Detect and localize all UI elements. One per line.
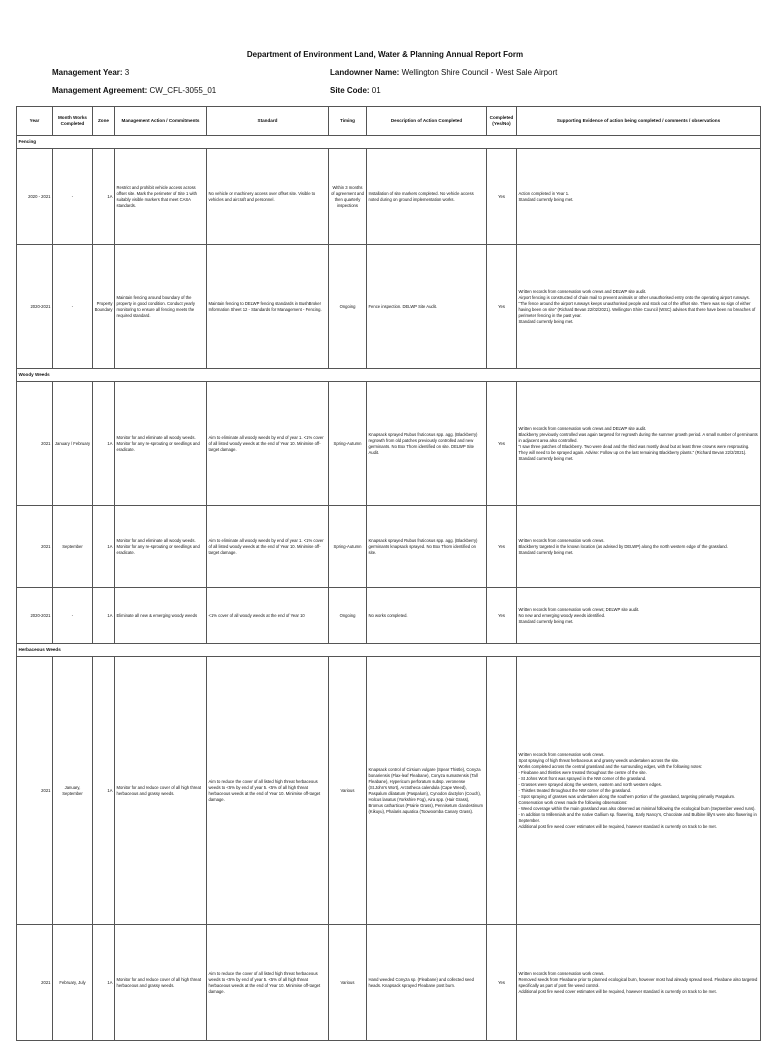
cell-zone: 1A: [93, 657, 115, 925]
table-row: [17, 245, 761, 369]
section-row: [17, 369, 761, 382]
col-evidence: Supporting Evidence of action being completed / comments / observations: [517, 107, 761, 136]
table-row: [17, 925, 761, 1041]
evidence-line: Written records from conservation work crews.: [518, 970, 605, 976]
evidence-line: - In addition to Millennials and the native Gallium sp. flowering, Early Nancy's, Chocolate and Bulbine lilly's were also flowering in September.: [518, 811, 757, 823]
cell-completed: Yes: [487, 506, 517, 588]
cell-evidence: [517, 657, 761, 925]
evidence-line: Removed seeds from Fleabane prior to planned ecological burn, however most had already spread seed. Fleabane also targeted specifically as part of post fire weed control.: [518, 976, 758, 988]
cell-completed: Yes: [487, 382, 517, 506]
cell-year: 2020-2021: [17, 588, 53, 644]
cell-completed: [487, 657, 517, 925]
cell-zone: 1A: [93, 588, 115, 644]
cell-standard: Maintain fencing to DELWP fencing standards in BushBroker Information Sheet 12 - Standards for Management - Fencing.: [207, 245, 329, 369]
cell-month: -: [53, 245, 93, 369]
cell-completed: Yes: [487, 149, 517, 245]
evidence-line: Works completed across the central grassland and the surrounding edges, with the following notes:: [518, 763, 703, 769]
table-header: [17, 107, 761, 136]
evidence-line: Standard currently being met.: [518, 455, 574, 461]
cell-action: Eliminate all new & emerging woody weeds: [115, 588, 207, 644]
evidence-line: "I saw three patches of Blackberry. Two were dead and the third was mostly dead but at least three crowns were resprouting. They will need to be sprayed again. Advise: Follow up on the last remaining Blackberry plants." (Richard Bevan 22/2/2021).: [518, 443, 750, 455]
cell-evidence: [517, 245, 761, 369]
cell-zone: 1A: [93, 506, 115, 588]
evidence-line: Written records from conservation work crews and DELWP site audit.: [518, 425, 647, 431]
cell-description: No works completed.: [367, 588, 487, 644]
cell-year: 2020-2021: [17, 245, 53, 369]
management-year: Management Year: 3: [52, 68, 130, 77]
table-row: [17, 149, 761, 245]
cell-evidence: [517, 588, 761, 644]
evidence-line: - Fleabane and thistles were treated throughout the centre of the site.: [518, 769, 647, 775]
section-row: [17, 136, 761, 149]
table-row: [17, 588, 761, 644]
cell-standard: Aim to reduce the cover of all listed high threat herbaceous weeds to <5% by end of year 5. <5% of all high threat herbaceous weeds at the end of Year 10. Minimise off-target damage.: [207, 657, 329, 925]
evidence-line: Additional post fire weed cover estimates will be required, however standard is currently on track to be met.: [518, 988, 717, 994]
evidence-line: Additional post fire weed cover estimates will be required, however standard is currently on track to be met.: [518, 823, 717, 829]
cell-month: -: [53, 149, 93, 245]
cell-action: Restrict and prohibit vehicle access across offset site. Mark the perimeter of Site 1 with suitably visible markers that meet CASA standards.: [115, 149, 207, 245]
management-agreement: Management Agreement: CW_CFL-3055_01: [52, 86, 217, 95]
landowner-name: Landowner Name: Wellington Shire Council - West Sale Airport: [330, 68, 558, 77]
evidence-line: Written records from conservation work crews.: [518, 751, 605, 757]
cell-year: 2020 - 2021: [17, 149, 53, 245]
cell-action: Monitor for and eliminate all woody weeds. Monitor for any re-sprouting or seedlings and eradicate.: [115, 506, 207, 588]
cell-timing: Various: [329, 657, 367, 925]
cell-evidence: [517, 382, 761, 506]
cell-zone: 1A: [93, 925, 115, 1041]
table-row: [17, 382, 761, 506]
col-completed: Completed (Yes/No): [487, 107, 517, 136]
cell-description: Knapsack sprayed Rubus fruticosus spp. agg. (Blackberry) germinants knapsack sprayed. No Box Thorn identified on site.: [367, 506, 487, 588]
col-standard: Standard: [207, 107, 329, 136]
cell-description: Fence inspection. DELWP Site Audit.: [367, 245, 487, 369]
cell-standard: Aim to eliminate all woody weeds by end of year 1. <1% cover of all listed woody weeds at the end of Year 10. Minimise off-target damage.: [207, 382, 329, 506]
col-action: Management Action / Commitments: [115, 107, 207, 136]
cell-zone: 1A: [93, 382, 115, 506]
cell-timing: Ongoing: [329, 588, 367, 644]
evidence-line: Written records from conservation work crews; DELWP site audit.: [518, 606, 640, 612]
cell-month: January, September: [53, 657, 93, 925]
evidence-line: "The fence around the airport runways keeps unauthorised people and stock out of the offset site. There was no sign of either having been on site" (Richard Bevan 22/02/2021). Wellington Shire Council (WSC) advises that there have been no breaches of perimeter fencing in the past year.: [518, 300, 756, 318]
cell-action: Maintain fencing around boundary of the property in good condition. Conduct yearly monitoring to ensure all fencing meets the required standard.: [115, 245, 207, 369]
cell-timing: Within 3 months of agreement and then quarterly inspections: [329, 149, 367, 245]
evidence-line: Blackberry previously controlled was again targeted for regrowth during the summer growth period. A small number of germinants in adjacent area also controlled.: [518, 431, 758, 443]
section-title: Herbaceous Weeds: [17, 644, 761, 657]
evidence-line: Airport fencing is constructed of chain mail to prevent animals or other unauthorised entry onto the operating airport runways.: [518, 294, 750, 300]
col-year: Year: [17, 107, 53, 136]
cell-standard: No vehicle or machinery access over offset site. Visible to vehicles and aircraft and personnel.: [207, 149, 329, 245]
cell-description: Knapsack sprayed Rubus fruticosus spp. agg. (Blackberry) regrowth from old patches previously controlled and new germinants. No Box Thorn identified on site. DELWP Site Audit.: [367, 382, 487, 506]
page-title: Department of Environment Land, Water & Planning Annual Report Form: [246, 50, 524, 59]
evidence-line: Blackberry targeted in the known location (as advised by DELWP) along the north western edge of the grassland.: [518, 543, 728, 549]
section-row: [17, 644, 761, 657]
evidence-line: Written records from conservation work crews and DELWP site audit.: [518, 288, 647, 294]
cell-standard: Aim to reduce the cover of all listed high threat herbaceous weeds to <5% by end of year 5. <5% of all high threat herbaceous weeds at the end of Year 10. Minimise off-target damage.: [207, 925, 329, 1041]
cell-month: February, July: [53, 925, 93, 1041]
cell-year: 2021: [17, 925, 53, 1041]
evidence-line: Written records from conservation work crews.: [518, 537, 605, 543]
cell-completed: Yes: [487, 588, 517, 644]
cell-description: Hand weeded Conyza sp. (Fleabane) and collected seed heads. Knapsack sprayed Fleabane post burn.: [367, 925, 487, 1041]
cell-action: Monitor for and eliminate all woody weeds. Monitor for any re-sprouting or seedlings and eradicate.: [115, 382, 207, 506]
cell-description: Knapsack control of Cirsium vulgare (Spear Thistle), Conyza bonariensis (Flax-leaf Fleabane), Conyza sumatrensis (Tall Fleabane), Hypericum perforatum subsp. veronense (St.John's Wort), Arctotheca calendula (Cape Weed), Paspalum dilatatum (Paspalum), Cynodon dactylon (Couch), Holcus lanatus (Yorkshire Fog), Aira spp. (Hair Grass), Bromus catharticus (Prairie Grass), Pennisetum clandestinum (Kikuyu), Phalaris aquatica (Toowoomba Canary Grass).: [367, 657, 487, 925]
evidence-line: Standard currently being met.: [518, 196, 574, 202]
cell-completed: Yes: [487, 925, 517, 1041]
evidence-line: - St Johns Wort front was sprayed in the NW corner of the grassland.: [518, 775, 647, 781]
section-title: Fencing: [17, 136, 761, 149]
evidence-line: Action completed in Year 1.: [518, 190, 570, 196]
evidence-line: No new and emerging woody weeds identified.: [518, 612, 606, 618]
cell-zone: 1A: [93, 149, 115, 245]
cell-standard: <1% cover of all woody weeds at the end of Year 10: [207, 588, 329, 644]
cell-zone: Property Boundary: [93, 245, 115, 369]
cell-month: January / February: [53, 382, 93, 506]
evidence-line: Standard currently being met.: [518, 618, 574, 624]
col-zone: Zone: [93, 107, 115, 136]
col-timing: Timing: [329, 107, 367, 136]
evidence-line: - Thistles treated throughout the NW corner of the grassland.: [518, 787, 632, 793]
col-month: Month Works Completed: [53, 107, 93, 136]
evidence-line: - Grasses were sprayed along the western, eastern and north western edges.: [518, 781, 662, 787]
evidence-line: Standard currently being met.: [518, 318, 574, 324]
cell-completed: Yes: [487, 245, 517, 369]
cell-timing: Ongoing: [329, 245, 367, 369]
col-description: Description of Action Completed: [367, 107, 487, 136]
cell-evidence: [517, 925, 761, 1041]
cell-year: 2021: [17, 382, 53, 506]
evidence-line: - Spot spraying of grasses was undertaken along the southern portion of the grassland, targeting primarily Paspalum.: [518, 793, 736, 799]
cell-description: Installation of site markers completed. No vehicle access noted during on ground implementation works.: [367, 149, 487, 245]
table-row: [17, 506, 761, 588]
cell-action: Monitor for and reduce cover of all high threat herbaceous and grassy weeds.: [115, 657, 207, 925]
cell-year: 2021: [17, 506, 53, 588]
site-code: Site Code: 01: [330, 86, 381, 95]
evidence-line: Conservation work crews made the following observations:: [518, 799, 628, 805]
cell-month: September: [53, 506, 93, 588]
cell-month: -: [53, 588, 93, 644]
table-row: [17, 657, 761, 925]
cell-timing: Spring-Autumn: [329, 506, 367, 588]
cell-timing: Various: [329, 925, 367, 1041]
cell-timing: Spring-Autumn: [329, 382, 367, 506]
report-table: [16, 106, 761, 1041]
cell-evidence: [517, 149, 761, 245]
section-title: Woody Weeds: [17, 369, 761, 382]
cell-action: Monitor for and reduce cover of all high threat herbaceous and grassy weeds.: [115, 925, 207, 1041]
cell-evidence: [517, 506, 761, 588]
cell-standard: Aim to eliminate all woody weeds by end of year 1. <1% cover of all listed woody weeds at the end of Year 10. Minimise off-target damage.: [207, 506, 329, 588]
evidence-line: Spot spraying of high threat herbaceous and grassy weeds undertaken across the site.: [518, 757, 680, 763]
cell-year: 2021: [17, 657, 53, 925]
evidence-line: Standard currently being met.: [518, 549, 574, 555]
evidence-line: - Weed coverage within the main grassland was also observed as minimal following the ecological burn (September weed runs).: [518, 805, 756, 811]
